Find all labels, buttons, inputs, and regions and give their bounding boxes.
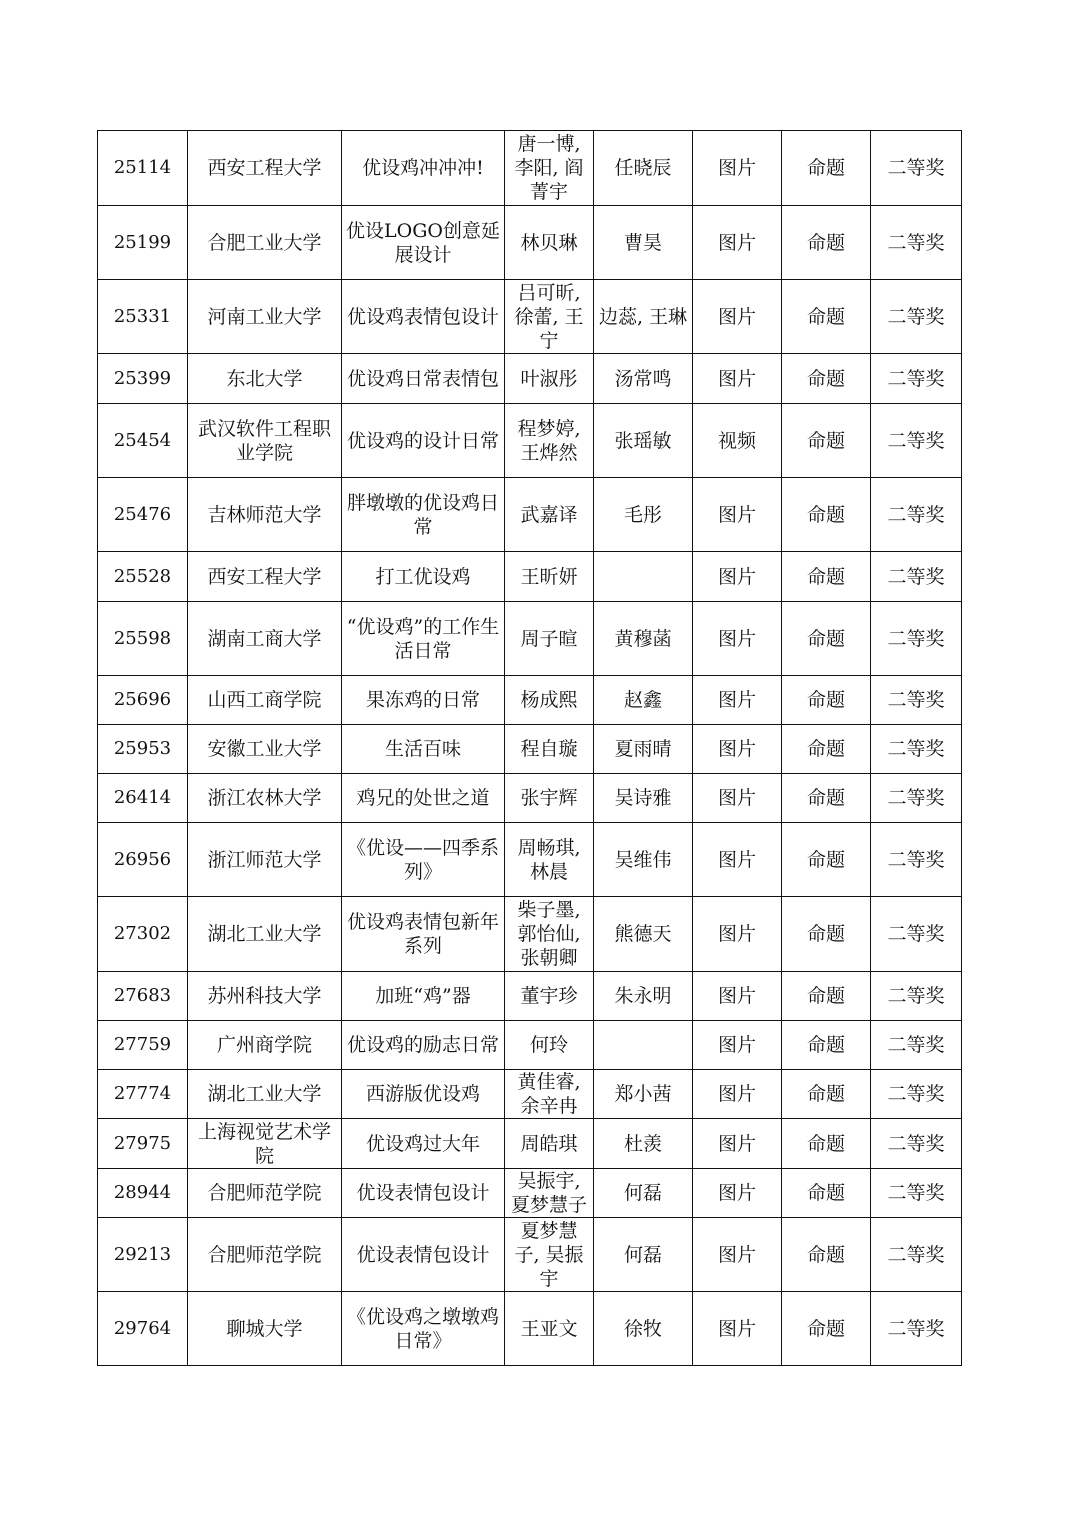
author-names-cell: 杨成熙 (505, 676, 594, 725)
award-level-cell: 二等奖 (871, 1218, 962, 1292)
work-format-cell: 图片 (693, 1070, 782, 1119)
school-name-cell: 浙江农林大学 (188, 774, 342, 823)
school-name-cell: 安徽工业大学 (188, 725, 342, 774)
entry-id-cell: 29764 (98, 1292, 188, 1366)
work-category-cell: 命题 (782, 1021, 871, 1070)
author-names-cell: 周皓琪 (505, 1119, 594, 1169)
table-row (98, 1021, 962, 1070)
table-row (98, 602, 962, 676)
work-title-cell: 西游版优设鸡 (342, 1070, 505, 1119)
work-title-cell: 鸡兄的处世之道 (342, 774, 505, 823)
work-format-cell: 图片 (693, 823, 782, 897)
author-names-cell: 夏梦慧子, 吴振宇 (505, 1218, 594, 1292)
advisor-name-cell: 毛彤 (594, 478, 693, 552)
advisor-name-cell: 夏雨晴 (594, 725, 693, 774)
work-title-cell: 优设表情包设计 (342, 1169, 505, 1218)
award-level-cell: 二等奖 (871, 972, 962, 1021)
entry-id-cell: 25331 (98, 280, 188, 354)
author-names-cell: 吕可昕, 徐蕾, 王宁 (505, 280, 594, 354)
award-level-cell: 二等奖 (871, 1169, 962, 1218)
school-name-cell: 西安工程大学 (188, 552, 342, 602)
award-level-cell: 二等奖 (871, 1021, 962, 1070)
table-row (98, 1218, 962, 1292)
work-category-cell: 命题 (782, 1070, 871, 1119)
advisor-name-cell: 朱永明 (594, 972, 693, 1021)
work-title-cell: 《优设鸡之墩墩鸡日常》 (342, 1292, 505, 1366)
school-name-cell: 上海视觉艺术学院 (188, 1119, 342, 1169)
work-category-cell: 命题 (782, 676, 871, 725)
entry-id-cell: 29213 (98, 1218, 188, 1292)
table-row (98, 206, 962, 280)
author-names-cell: 张宇辉 (505, 774, 594, 823)
award-level-cell: 二等奖 (871, 1292, 962, 1366)
work-title-cell: 《优设——四季系列》 (342, 823, 505, 897)
advisor-name-cell: 边蕊, 王琳 (594, 280, 693, 354)
author-names-cell: 吴振宇, 夏梦慧子 (505, 1169, 594, 1218)
advisor-name-cell: 任晓辰 (594, 131, 693, 206)
award-list-sheet (97, 130, 961, 1366)
award-level-cell: 二等奖 (871, 131, 962, 206)
award-level-cell: 二等奖 (871, 774, 962, 823)
school-name-cell: 浙江师范大学 (188, 823, 342, 897)
work-format-cell: 视频 (693, 404, 782, 478)
award-level-cell: 二等奖 (871, 1119, 962, 1169)
table-row (98, 897, 962, 972)
school-name-cell: 合肥工业大学 (188, 206, 342, 280)
work-category-cell: 命题 (782, 478, 871, 552)
work-title-cell: 优设鸡冲冲冲! (342, 131, 505, 206)
school-name-cell: 山西工商学院 (188, 676, 342, 725)
school-name-cell: 湖北工业大学 (188, 897, 342, 972)
school-name-cell: 武汉软件工程职业学院 (188, 404, 342, 478)
work-format-cell: 图片 (693, 972, 782, 1021)
work-format-cell: 图片 (693, 1218, 782, 1292)
work-category-cell: 命题 (782, 972, 871, 1021)
school-name-cell: 广州商学院 (188, 1021, 342, 1070)
work-category-cell: 命题 (782, 1119, 871, 1169)
work-title-cell: “优设鸡”的工作生活日常 (342, 602, 505, 676)
work-category-cell: 命题 (782, 725, 871, 774)
work-format-cell: 图片 (693, 774, 782, 823)
advisor-name-cell: 熊德天 (594, 897, 693, 972)
table-row (98, 823, 962, 897)
work-title-cell: 生活百味 (342, 725, 505, 774)
award-level-cell: 二等奖 (871, 1070, 962, 1119)
work-format-cell: 图片 (693, 602, 782, 676)
work-title-cell: 加班“鸡”器 (342, 972, 505, 1021)
school-name-cell: 合肥师范学院 (188, 1218, 342, 1292)
work-title-cell: 优设鸡表情包设计 (342, 280, 505, 354)
school-name-cell: 湖北工业大学 (188, 1070, 342, 1119)
work-category-cell: 命题 (782, 280, 871, 354)
entry-id-cell: 25953 (98, 725, 188, 774)
work-format-cell: 图片 (693, 897, 782, 972)
work-category-cell: 命题 (782, 602, 871, 676)
award-level-cell: 二等奖 (871, 206, 962, 280)
advisor-name-cell: 张瑶敏 (594, 404, 693, 478)
work-format-cell: 图片 (693, 676, 782, 725)
work-title-cell: 胖墩墩的优设鸡日常 (342, 478, 505, 552)
entry-id-cell: 25399 (98, 354, 188, 404)
entry-id-cell: 25476 (98, 478, 188, 552)
award-level-cell: 二等奖 (871, 725, 962, 774)
entry-id-cell: 27302 (98, 897, 188, 972)
entry-id-cell: 27759 (98, 1021, 188, 1070)
entry-id-cell: 28944 (98, 1169, 188, 1218)
table-row (98, 354, 962, 404)
work-format-cell: 图片 (693, 280, 782, 354)
work-title-cell: 优设鸡的励志日常 (342, 1021, 505, 1070)
advisor-name-cell: 郑小茜 (594, 1070, 693, 1119)
table-row (98, 478, 962, 552)
entry-id-cell: 27683 (98, 972, 188, 1021)
school-name-cell: 吉林师范大学 (188, 478, 342, 552)
entry-id-cell: 25114 (98, 131, 188, 206)
school-name-cell: 合肥师范学院 (188, 1169, 342, 1218)
award-level-cell: 二等奖 (871, 602, 962, 676)
award-level-cell: 二等奖 (871, 676, 962, 725)
work-category-cell: 命题 (782, 1218, 871, 1292)
author-names-cell: 林贝琳 (505, 206, 594, 280)
author-names-cell: 周畅琪, 林晨 (505, 823, 594, 897)
school-name-cell: 西安工程大学 (188, 131, 342, 206)
author-names-cell: 叶淑彤 (505, 354, 594, 404)
entry-id-cell: 25528 (98, 552, 188, 602)
award-level-cell: 二等奖 (871, 552, 962, 602)
award-level-cell: 二等奖 (871, 478, 962, 552)
award-level-cell: 二等奖 (871, 280, 962, 354)
work-title-cell: 打工优设鸡 (342, 552, 505, 602)
school-name-cell: 东北大学 (188, 354, 342, 404)
table-row (98, 1119, 962, 1169)
award-table-body (98, 131, 962, 1366)
work-format-cell: 图片 (693, 131, 782, 206)
entry-id-cell: 25454 (98, 404, 188, 478)
advisor-name-cell: 汤常鸣 (594, 354, 693, 404)
advisor-name-cell (594, 552, 693, 602)
school-name-cell: 聊城大学 (188, 1292, 342, 1366)
work-category-cell: 命题 (782, 774, 871, 823)
table-row (98, 1169, 962, 1218)
table-row (98, 1292, 962, 1366)
work-category-cell: 命题 (782, 131, 871, 206)
advisor-name-cell: 曹昊 (594, 206, 693, 280)
award-level-cell: 二等奖 (871, 897, 962, 972)
work-category-cell: 命题 (782, 552, 871, 602)
work-category-cell: 命题 (782, 897, 871, 972)
work-title-cell: 优设表情包设计 (342, 1218, 505, 1292)
table-row (98, 676, 962, 725)
work-category-cell: 命题 (782, 1292, 871, 1366)
entry-id-cell: 26414 (98, 774, 188, 823)
author-names-cell: 程梦婷, 王烨然 (505, 404, 594, 478)
school-name-cell: 湖南工商大学 (188, 602, 342, 676)
author-names-cell: 唐一博, 李阳, 阎菁宇 (505, 131, 594, 206)
work-format-cell: 图片 (693, 1292, 782, 1366)
advisor-name-cell: 徐牧 (594, 1292, 693, 1366)
work-format-cell: 图片 (693, 1169, 782, 1218)
work-title-cell: 优设LOGO创意延展设计 (342, 206, 505, 280)
work-format-cell: 图片 (693, 206, 782, 280)
work-title-cell: 优设鸡表情包新年系列 (342, 897, 505, 972)
work-format-cell: 图片 (693, 1119, 782, 1169)
entry-id-cell: 25598 (98, 602, 188, 676)
author-names-cell: 黄佳睿, 余辛冉 (505, 1070, 594, 1119)
table-row (98, 774, 962, 823)
advisor-name-cell: 何磊 (594, 1218, 693, 1292)
entry-id-cell: 26956 (98, 823, 188, 897)
work-format-cell: 图片 (693, 478, 782, 552)
work-category-cell: 命题 (782, 823, 871, 897)
author-names-cell: 王昕妍 (505, 552, 594, 602)
table-row (98, 972, 962, 1021)
table-row (98, 552, 962, 602)
work-category-cell: 命题 (782, 206, 871, 280)
advisor-name-cell: 吴诗雅 (594, 774, 693, 823)
advisor-name-cell: 黄穆菡 (594, 602, 693, 676)
author-names-cell: 柴子墨, 郭怡仙, 张朝卿 (505, 897, 594, 972)
table-row (98, 280, 962, 354)
work-category-cell: 命题 (782, 404, 871, 478)
school-name-cell: 苏州科技大学 (188, 972, 342, 1021)
advisor-name-cell: 杜羡 (594, 1119, 693, 1169)
entry-id-cell: 25199 (98, 206, 188, 280)
advisor-name-cell: 何磊 (594, 1169, 693, 1218)
award-table (97, 130, 962, 1366)
work-format-cell: 图片 (693, 354, 782, 404)
table-row (98, 725, 962, 774)
work-format-cell: 图片 (693, 552, 782, 602)
work-title-cell: 优设鸡日常表情包 (342, 354, 505, 404)
advisor-name-cell: 吴维伟 (594, 823, 693, 897)
award-level-cell: 二等奖 (871, 354, 962, 404)
work-title-cell: 果冻鸡的日常 (342, 676, 505, 725)
work-title-cell: 优设鸡的设计日常 (342, 404, 505, 478)
table-row (98, 404, 962, 478)
advisor-name-cell (594, 1021, 693, 1070)
author-names-cell: 程自璇 (505, 725, 594, 774)
entry-id-cell: 25696 (98, 676, 188, 725)
work-category-cell: 命题 (782, 1169, 871, 1218)
advisor-name-cell: 赵鑫 (594, 676, 693, 725)
school-name-cell: 河南工业大学 (188, 280, 342, 354)
table-row (98, 131, 962, 206)
entry-id-cell: 27774 (98, 1070, 188, 1119)
award-level-cell: 二等奖 (871, 823, 962, 897)
work-format-cell: 图片 (693, 1021, 782, 1070)
author-names-cell: 董宇珍 (505, 972, 594, 1021)
author-names-cell: 何玲 (505, 1021, 594, 1070)
entry-id-cell: 27975 (98, 1119, 188, 1169)
table-row (98, 1070, 962, 1119)
author-names-cell: 王亚文 (505, 1292, 594, 1366)
work-category-cell: 命题 (782, 354, 871, 404)
work-format-cell: 图片 (693, 725, 782, 774)
author-names-cell: 武嘉译 (505, 478, 594, 552)
work-title-cell: 优设鸡过大年 (342, 1119, 505, 1169)
author-names-cell: 周子暄 (505, 602, 594, 676)
award-level-cell: 二等奖 (871, 404, 962, 478)
